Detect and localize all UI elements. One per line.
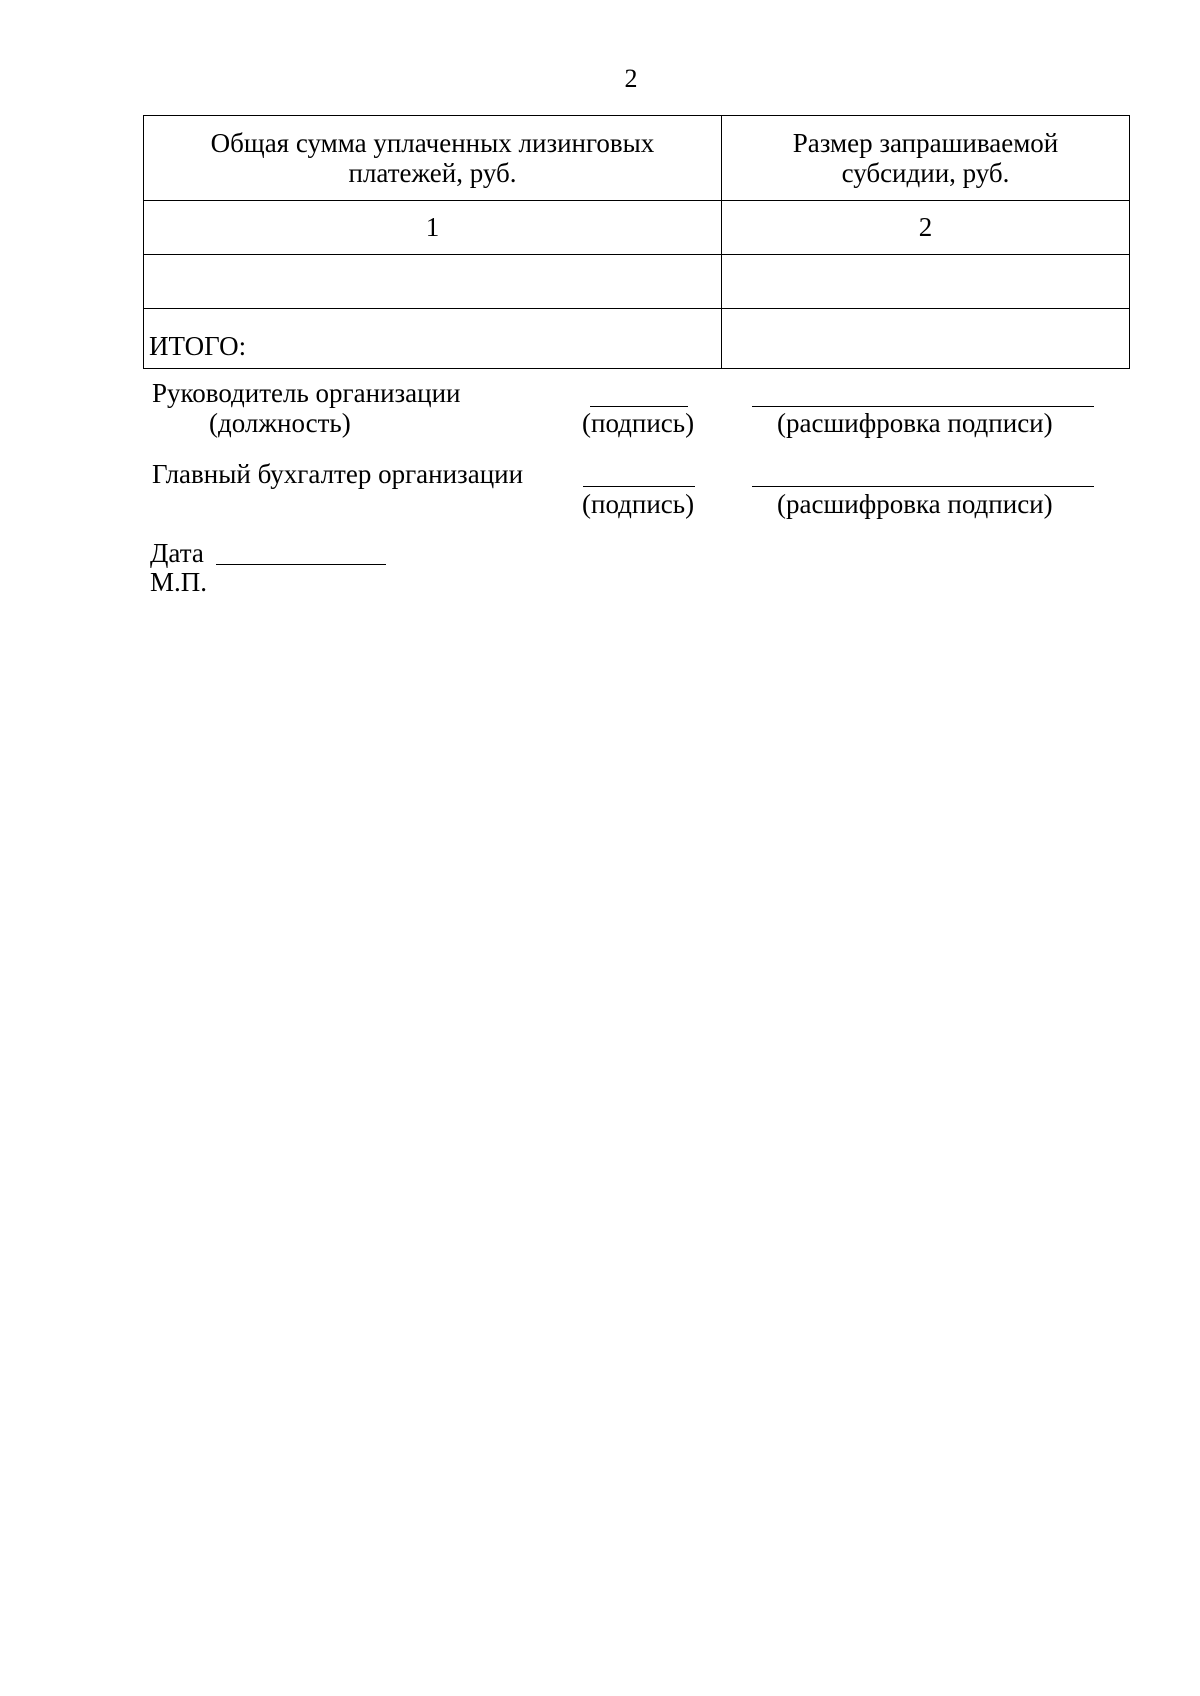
cell-leasing-payments-value[interactable] <box>144 255 722 309</box>
table-header-row <box>144 116 1130 201</box>
date-line[interactable] <box>216 564 386 565</box>
page-number: 2 <box>624 64 638 93</box>
column-number-row <box>144 201 1130 255</box>
accountant-signature-caption: (подпись) <box>582 489 695 519</box>
stamp-label: М.П. <box>150 567 208 597</box>
accountant-title: Главный бухгалтер организации <box>152 459 524 489</box>
date-label: Дата <box>150 538 204 568</box>
director-signature-caption: (подпись) <box>582 408 695 438</box>
total-row <box>144 309 1130 369</box>
column-number-2: 2 <box>722 201 1130 255</box>
accountant-decode-caption: (расшифровка подписи) <box>777 489 1053 519</box>
subsidy-table <box>143 115 1130 369</box>
director-decode-caption: (расшифровка подписи) <box>777 408 1053 438</box>
accountant-signature-line[interactable] <box>583 486 695 487</box>
director-title: Руководитель организации <box>152 378 461 408</box>
header-total-leasing-payments: Общая сумма уплаченных лизинговых платежей, руб. <box>144 116 722 201</box>
cell-total-value[interactable] <box>722 309 1130 369</box>
cell-subsidy-value[interactable] <box>722 255 1130 309</box>
director-signature-line[interactable] <box>590 406 688 407</box>
column-number-1: 1 <box>144 201 722 255</box>
header-requested-subsidy: Размер запрашиваемой субсидии, руб. <box>722 116 1130 201</box>
accountant-decode-line[interactable] <box>752 486 1094 487</box>
total-label: ИТОГО: <box>144 309 722 369</box>
director-position-caption: (должность) <box>209 408 351 438</box>
director-decode-line[interactable] <box>752 406 1094 407</box>
table-row <box>144 255 1130 309</box>
